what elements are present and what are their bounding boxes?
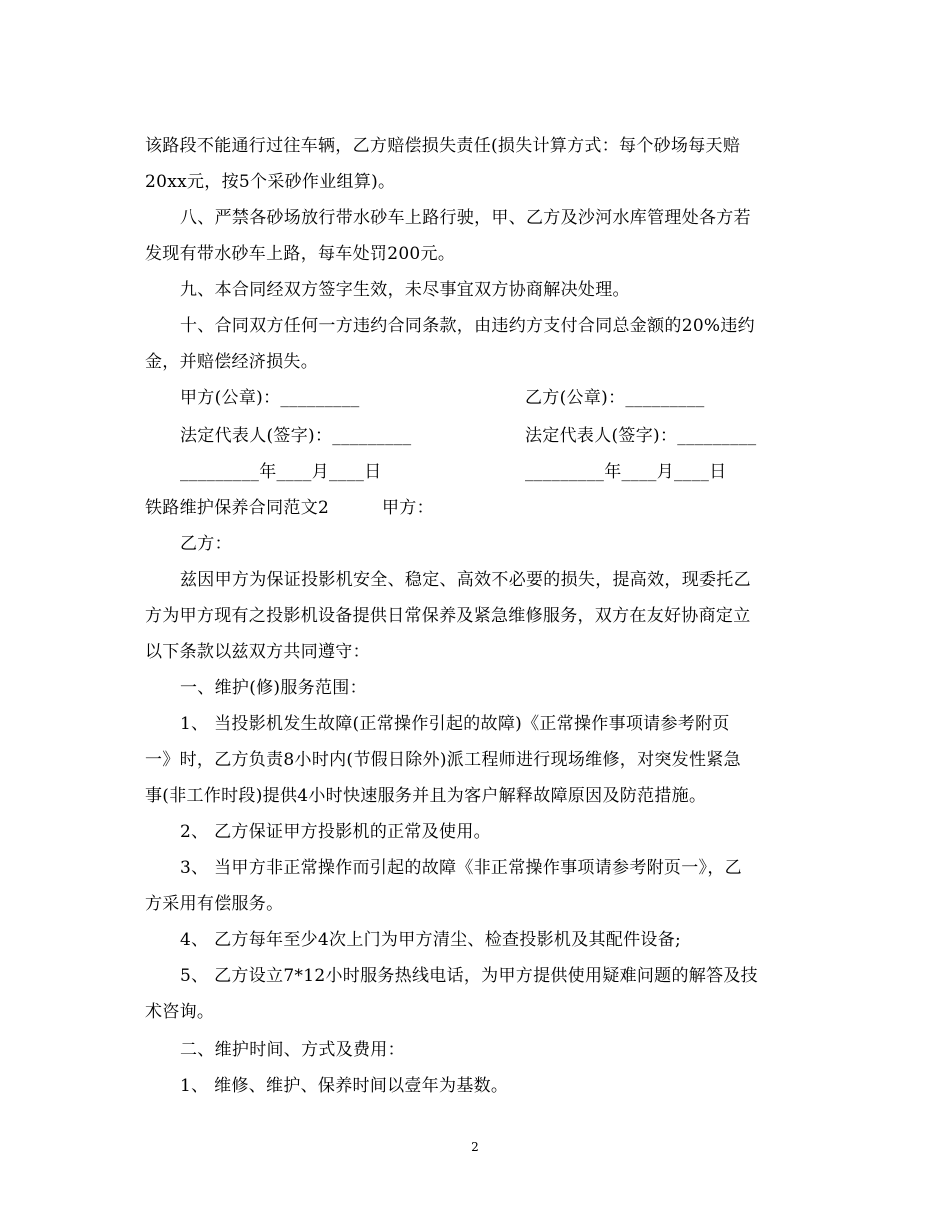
list-item-continuation: 一》时，乙方负责8小时内(节假日除外)派工程师进行现场维修，对突发性紧急 — [145, 750, 741, 770]
list-item-continuation: 方采用有偿服务。 — [145, 894, 284, 914]
paragraph-line: 20xx元，按5个采砂作业组算)。 — [145, 172, 396, 192]
list-item: 4、 乙方每年至少4次上门为甲方清尘、检查投影机及其配件设备; — [180, 930, 682, 950]
party-b-date-field: _________年____月____日 — [525, 462, 727, 482]
party-b-seal-field: 乙方(公章)：_________ — [525, 388, 705, 408]
list-item: 1、 当投影机发生故障(正常操作引起的故障)《正常操作事项请参考附页 — [180, 714, 730, 734]
paragraph-line: 方为甲方现有之投影机设备提供日常保养及紧急维修服务，双方在友好协商定立 — [145, 606, 751, 626]
list-item-continuation: 术咨询。 — [145, 1002, 215, 1022]
party-b-representative-field: 法定代表人(签字)：_________ — [525, 426, 757, 446]
party-a-seal-field: 甲方(公章)：_________ — [180, 388, 360, 408]
page-number: 2 — [471, 1140, 479, 1154]
paragraph-line: 金，并赔偿经济损失。 — [145, 352, 318, 372]
section-heading: 一、维护(修)服务范围： — [180, 678, 367, 698]
party-a-representative-field: 法定代表人(签字)：_________ — [180, 426, 412, 446]
list-item: 1、 维修、维护、保养时间以壹年为基数。 — [180, 1076, 509, 1096]
list-item-continuation: 事(非工作时段)提供4小时快速服务并且为客户解释故障原因及防范措施。 — [145, 786, 707, 806]
clause-10: 十、合同双方任何一方违约合同条款，由违约方支付合同总金额的20%违约 — [180, 316, 755, 336]
second-contract-party-a: 甲方： — [382, 498, 434, 518]
list-item: 3、 当甲方非正常操作而引起的故障《非正常操作事项请参考附页一》，乙 — [180, 858, 742, 878]
clause-9: 九、本合同经双方签字生效，未尽事宜双方协商解决处理。 — [180, 280, 630, 300]
section-heading: 二、维护时间、方式及费用： — [180, 1040, 405, 1060]
paragraph-line: 以下条款以兹双方共同遵守： — [145, 642, 370, 662]
paragraph-line: 该路段不能通行过往车辆，乙方赔偿损失责任(损失计算方式：每个砂场每天赔 — [145, 136, 741, 156]
clause-8: 八、严禁各砂场放行带水砂车上路行驶，甲、乙方及沙河水库管理处各方若 — [180, 208, 751, 228]
second-contract-title: 铁路维护保养合同范文2 — [145, 498, 330, 518]
list-item: 5、 乙方设立7*12小时服务热线电话，为甲方提供使用疑难问题的解答及技 — [180, 966, 758, 986]
party-a-date-field: _________年____月____日 — [180, 462, 382, 482]
paragraph-line: 兹因甲方为保证投影机安全、稳定、高效不必要的损失，提高效，现委托乙 — [180, 570, 751, 590]
paragraph-line: 发现有带水砂车上路，每车处罚200元。 — [145, 244, 456, 264]
list-item: 2、 乙方保证甲方投影机的正常及使用。 — [180, 822, 491, 842]
second-contract-party-b: 乙方： — [180, 534, 232, 554]
